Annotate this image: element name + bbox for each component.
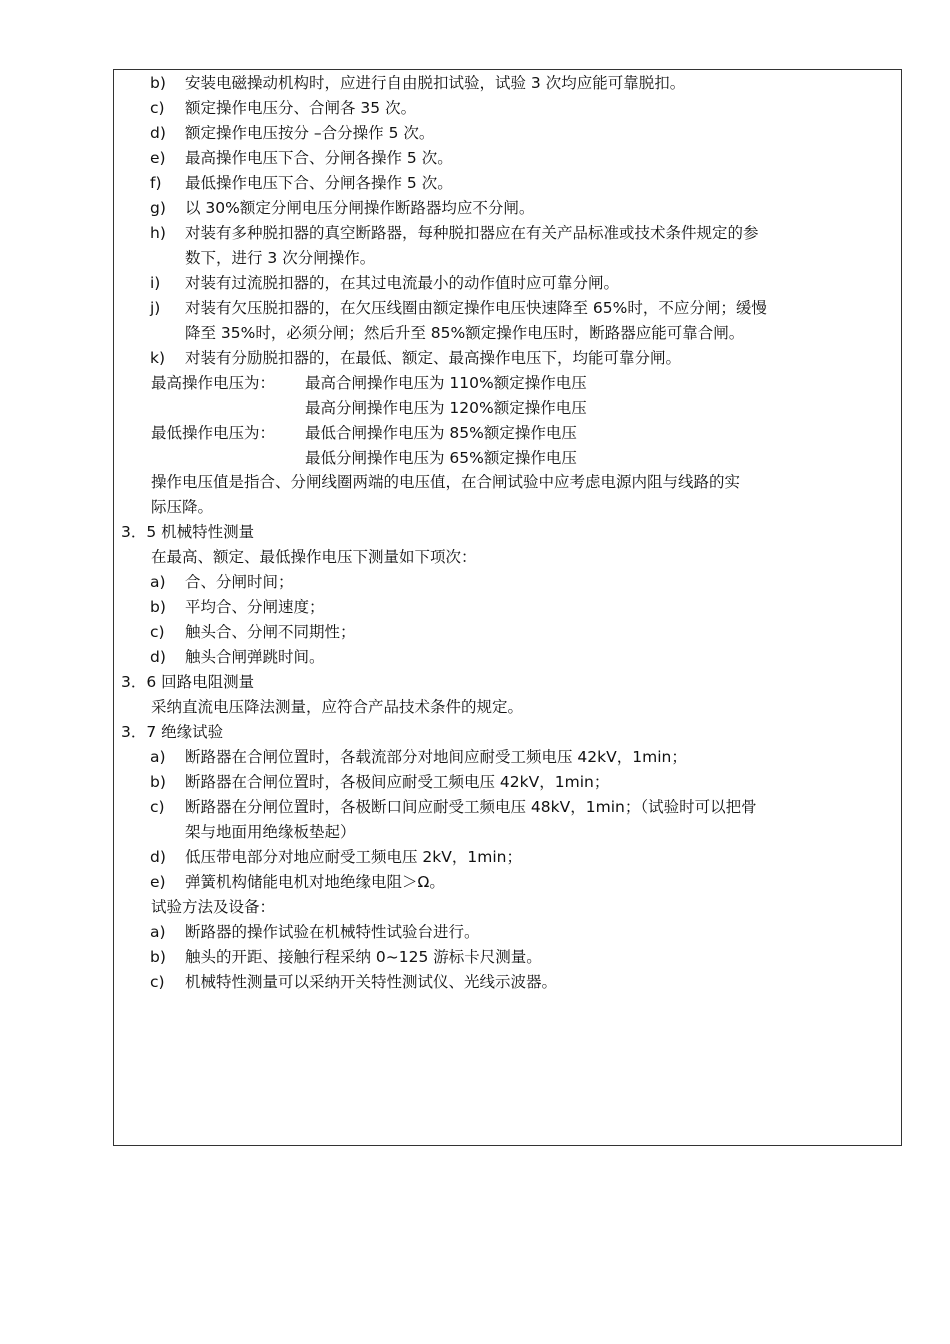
voltage-max-label: 最高操作电压为： [151,374,276,392]
item-text: 最高操作电压下合、分闸各操作 5 次。 [185,149,453,167]
item-text: 断路器在合闸位置时，各载流部分对地间应耐受工频电压 42kV，1min； [185,748,687,766]
item-text: 断路器在分闸位置时，各极断口间应耐受工频电压 48kV，1min；（试验时可以把骨 [185,798,757,816]
voltage-min-close: 最低合闸操作电压为 85%额定操作电压 [305,424,577,442]
item-text: 断路器的操作试验在机械特性试验台进行。 [185,923,480,941]
item-label: c) [150,798,165,816]
section-intro: 在最高、额定、最低操作电压下测量如下项次： [151,548,477,566]
document-frame [113,69,902,1146]
item-text: 弹簧机构储能电机对地绝缘电阻＞Ω。 [185,873,445,891]
voltage-note: 操作电压值是指合、分闸线圈两端的电压值，在合闸试验中应考虑电源内阻与线路的实 [151,473,741,491]
item-label: b) [150,773,166,791]
item-label: k) [150,349,166,367]
voltage-min-open: 最低分闸操作电压为 65%额定操作电压 [305,449,577,467]
item-text-continued: 降至 35%时，必须分闸；然后升至 85%额定操作电压时，断路器应能可靠合闸。 [185,324,745,342]
item-label: c) [150,973,165,991]
item-text-continued: 架与地面用绝缘板垫起） [185,823,356,841]
item-label: a) [150,923,166,941]
item-text: 触头合闸弹跳时间。 [185,648,325,666]
item-label: e) [150,873,166,891]
item-label: c) [150,99,165,117]
item-label: b) [150,598,166,616]
item-text: 最低操作电压下合、分闸各操作 5 次。 [185,174,453,192]
voltage-max-close: 最高合闸操作电压为 110%额定操作电压 [305,374,587,392]
document-body [114,70,901,1145]
item-text: 对装有欠压脱扣器的，在欠压线圈由额定操作电压快速降至 65%时，不应分闸；缓慢 [185,299,767,317]
item-label: d) [150,648,166,666]
item-label: g) [150,199,166,217]
item-text: 额定操作电压按分 –合分操作 5 次。 [185,124,435,142]
item-text: 触头合、分闸不同期性； [185,623,356,641]
item-label: h) [150,224,166,242]
voltage-min-label: 最低操作电压为： [151,424,276,442]
item-label: f) [150,174,162,192]
item-label: e) [150,149,166,167]
section-heading-3-5: 3．5 机械特性测量 [121,523,255,541]
section-heading-3-7: 3．7 绝缘试验 [121,723,224,741]
item-text: 额定操作电压分、合闸各 35 次。 [185,99,417,117]
item-label: a) [150,573,166,591]
item-label: i) [150,274,161,292]
item-text: 机械特性测量可以采纳开关特性测试仪、光线示波器。 [185,973,558,991]
item-label: b) [150,74,166,92]
item-label: c) [150,623,165,641]
item-label: j) [150,299,161,317]
section-text: 采纳直流电压降法测量，应符合产品技术条件的规定。 [151,698,524,716]
item-text: 平均合、分闸速度； [185,598,325,616]
item-text: 对装有分励脱扣器的，在最低、额定、最高操作电压下，均能可靠分闸。 [185,349,682,367]
item-text: 以 30%额定分闸电压分闸操作断路器均应不分闸。 [185,199,535,217]
item-text-continued: 数下，进行 3 次分闸操作。 [185,249,376,267]
item-text: 合、分闸时间； [185,573,294,591]
item-text: 对装有过流脱扣器的，在其过电流最小的动作值时应可靠分闸。 [185,274,620,292]
item-text: 对装有多种脱扣器的真空断路器，每种脱扣器应在有关产品标准或技术条件规定的参 [185,224,759,242]
item-label: d) [150,848,166,866]
item-label: a) [150,748,166,766]
section-heading-3-6: 3．6 回路电阻测量 [121,673,255,691]
voltage-max-open: 最高分闸操作电压为 120%额定操作电压 [305,399,587,417]
item-text: 断路器在合闸位置时，各极间应耐受工频电压 42kV，1min； [185,773,610,791]
methods-heading: 试验方法及设备： [151,898,276,916]
item-text: 低压带电部分对地应耐受工频电压 2kV，1min； [185,848,522,866]
item-label: d) [150,124,166,142]
item-text: 触头的开距、接触行程采纳 0~125 游标卡尺测量。 [185,948,542,966]
voltage-note-continued: 际压降。 [151,498,214,516]
item-label: b) [150,948,166,966]
item-text: 安装电磁操动机构时，应进行自由脱扣试验，试验 3 次均应能可靠脱扣。 [185,74,686,92]
